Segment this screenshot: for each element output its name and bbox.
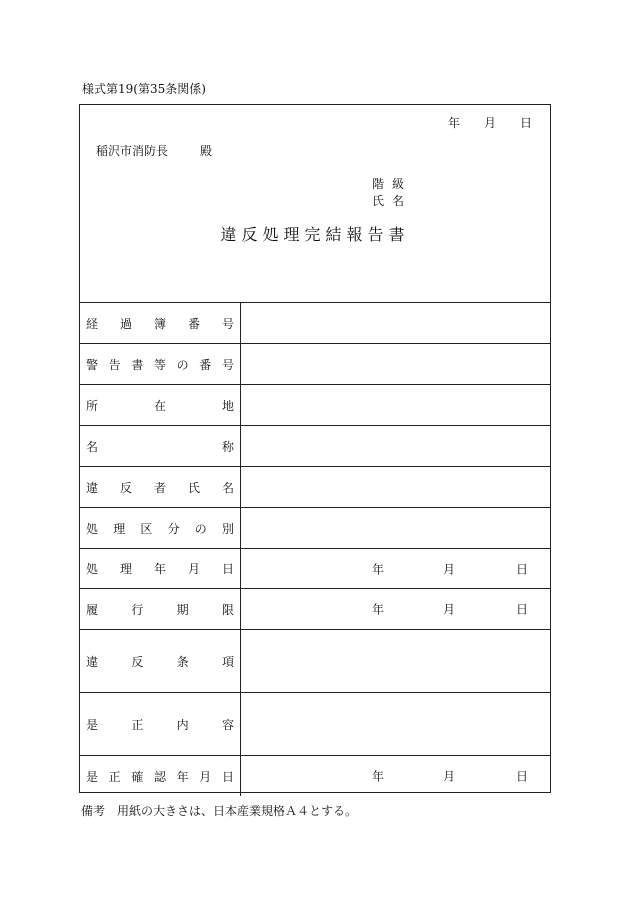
row-label xyxy=(80,508,241,548)
table-row xyxy=(80,589,550,630)
table-row xyxy=(80,344,550,385)
day-field[interactable]: 日 xyxy=(519,116,532,130)
name-field[interactable]: 氏名 xyxy=(372,194,413,208)
form-number: 様式第19(第35条関係) xyxy=(82,82,206,96)
label-char: 区 xyxy=(140,521,153,536)
table-row xyxy=(80,467,550,508)
label-char: 号 xyxy=(221,357,234,372)
table-row xyxy=(80,630,550,693)
label-char: 別 xyxy=(221,521,234,536)
row-value-field[interactable] xyxy=(241,344,550,384)
label-char: 違 xyxy=(86,654,99,669)
row-value-field[interactable] xyxy=(241,385,550,425)
label-char: 名 xyxy=(221,480,234,495)
label-char: 内 xyxy=(176,717,189,732)
table-row xyxy=(80,693,550,756)
label-char: 月 xyxy=(199,769,212,784)
addressee xyxy=(96,142,212,159)
row-value-field[interactable] xyxy=(241,630,550,692)
label-char: 容 xyxy=(221,717,234,732)
table-row xyxy=(80,303,550,344)
label-char: 在 xyxy=(153,398,166,413)
row-value-field[interactable] xyxy=(241,508,550,548)
date-day-label: 日 xyxy=(516,769,529,784)
label-char: 項 xyxy=(221,654,234,669)
rank-field[interactable]: 階級 xyxy=(372,177,413,191)
label-char: 所 xyxy=(86,398,99,413)
label-char: 者 xyxy=(153,480,166,495)
date-day-label: 日 xyxy=(516,602,529,617)
form-table xyxy=(80,303,550,796)
row-label xyxy=(80,344,241,384)
date-month-label: 月 xyxy=(443,769,456,784)
date-year-label: 年 xyxy=(372,562,385,576)
label-char: 反 xyxy=(131,654,144,669)
row-label xyxy=(80,303,241,343)
row-label xyxy=(80,467,241,507)
row-value-field[interactable] xyxy=(241,693,550,755)
footnote: 備考 用紙の大きさは、日本産業規格Ａ４とする。 xyxy=(81,804,358,818)
label-char: 日 xyxy=(221,769,234,784)
label-char: 認 xyxy=(153,769,166,784)
label-char: 条 xyxy=(176,654,189,669)
label-char: 簿 xyxy=(153,316,166,331)
row-value-field[interactable] xyxy=(241,303,550,343)
date-month-label: 月 xyxy=(443,602,456,617)
label-char: 反 xyxy=(119,480,132,495)
label-char: 正 xyxy=(108,769,121,784)
row-value-field[interactable] xyxy=(241,467,550,507)
label-char: 行 xyxy=(131,602,144,617)
row-label xyxy=(80,756,241,796)
header-date xyxy=(448,114,532,131)
row-value-field[interactable] xyxy=(241,549,550,588)
row-value-field[interactable] xyxy=(241,426,550,466)
label-char: 履 xyxy=(86,602,99,617)
row-label xyxy=(80,426,241,466)
label-char: 番 xyxy=(187,316,200,331)
label-char: の xyxy=(194,521,207,536)
table-row xyxy=(80,549,550,589)
label-char: 警 xyxy=(86,357,99,372)
label-char: 限 xyxy=(221,602,234,617)
row-value-field[interactable] xyxy=(241,756,550,796)
label-char: 正 xyxy=(131,717,144,732)
document-title: 違反処理完結報告書 xyxy=(220,225,410,244)
addressee-suffix: 殿 xyxy=(200,144,213,158)
row-label xyxy=(80,693,241,755)
year-field[interactable]: 年 xyxy=(447,116,460,130)
label-char: 年 xyxy=(153,562,166,576)
row-value-field[interactable] xyxy=(241,589,550,629)
label-char: 期 xyxy=(176,602,189,617)
label-char: 違 xyxy=(86,480,99,495)
label-char: 理 xyxy=(113,521,126,536)
row-label xyxy=(80,549,241,588)
label-char: 処 xyxy=(86,562,99,576)
report-form xyxy=(79,104,551,793)
label-char: 是 xyxy=(86,769,99,784)
table-row xyxy=(80,385,550,426)
date-year-label: 年 xyxy=(372,769,385,784)
label-char: 告 xyxy=(108,357,121,372)
label-char: 処 xyxy=(86,521,99,536)
label-char: 地 xyxy=(221,398,234,413)
label-char: 番 xyxy=(199,357,212,372)
month-field[interactable]: 月 xyxy=(483,116,496,130)
row-label xyxy=(80,385,241,425)
label-char: 等 xyxy=(153,357,166,372)
label-char: 理 xyxy=(119,562,132,576)
label-char: 確 xyxy=(131,769,144,784)
label-char: 経 xyxy=(86,316,99,331)
label-char: 称 xyxy=(221,439,234,454)
date-day-label: 日 xyxy=(516,562,529,576)
table-row xyxy=(80,508,550,549)
label-char: 月 xyxy=(187,562,200,576)
table-row xyxy=(80,426,550,467)
label-char: の xyxy=(176,357,189,372)
table-row xyxy=(80,756,550,796)
label-char: 名 xyxy=(86,439,99,454)
row-label xyxy=(80,630,241,692)
form-header xyxy=(80,105,550,303)
label-char: 是 xyxy=(86,717,99,732)
addressee-name: 稲沢市消防長 xyxy=(96,144,169,158)
label-char: 号 xyxy=(221,316,234,331)
label-char: 日 xyxy=(221,562,234,576)
label-char: 分 xyxy=(167,521,180,536)
date-year-label: 年 xyxy=(372,602,385,617)
label-char: 書 xyxy=(131,357,144,372)
date-month-label: 月 xyxy=(443,562,456,576)
row-label xyxy=(80,589,241,629)
label-char: 年 xyxy=(176,769,189,784)
label-char: 過 xyxy=(119,316,132,331)
label-char: 氏 xyxy=(187,480,200,495)
